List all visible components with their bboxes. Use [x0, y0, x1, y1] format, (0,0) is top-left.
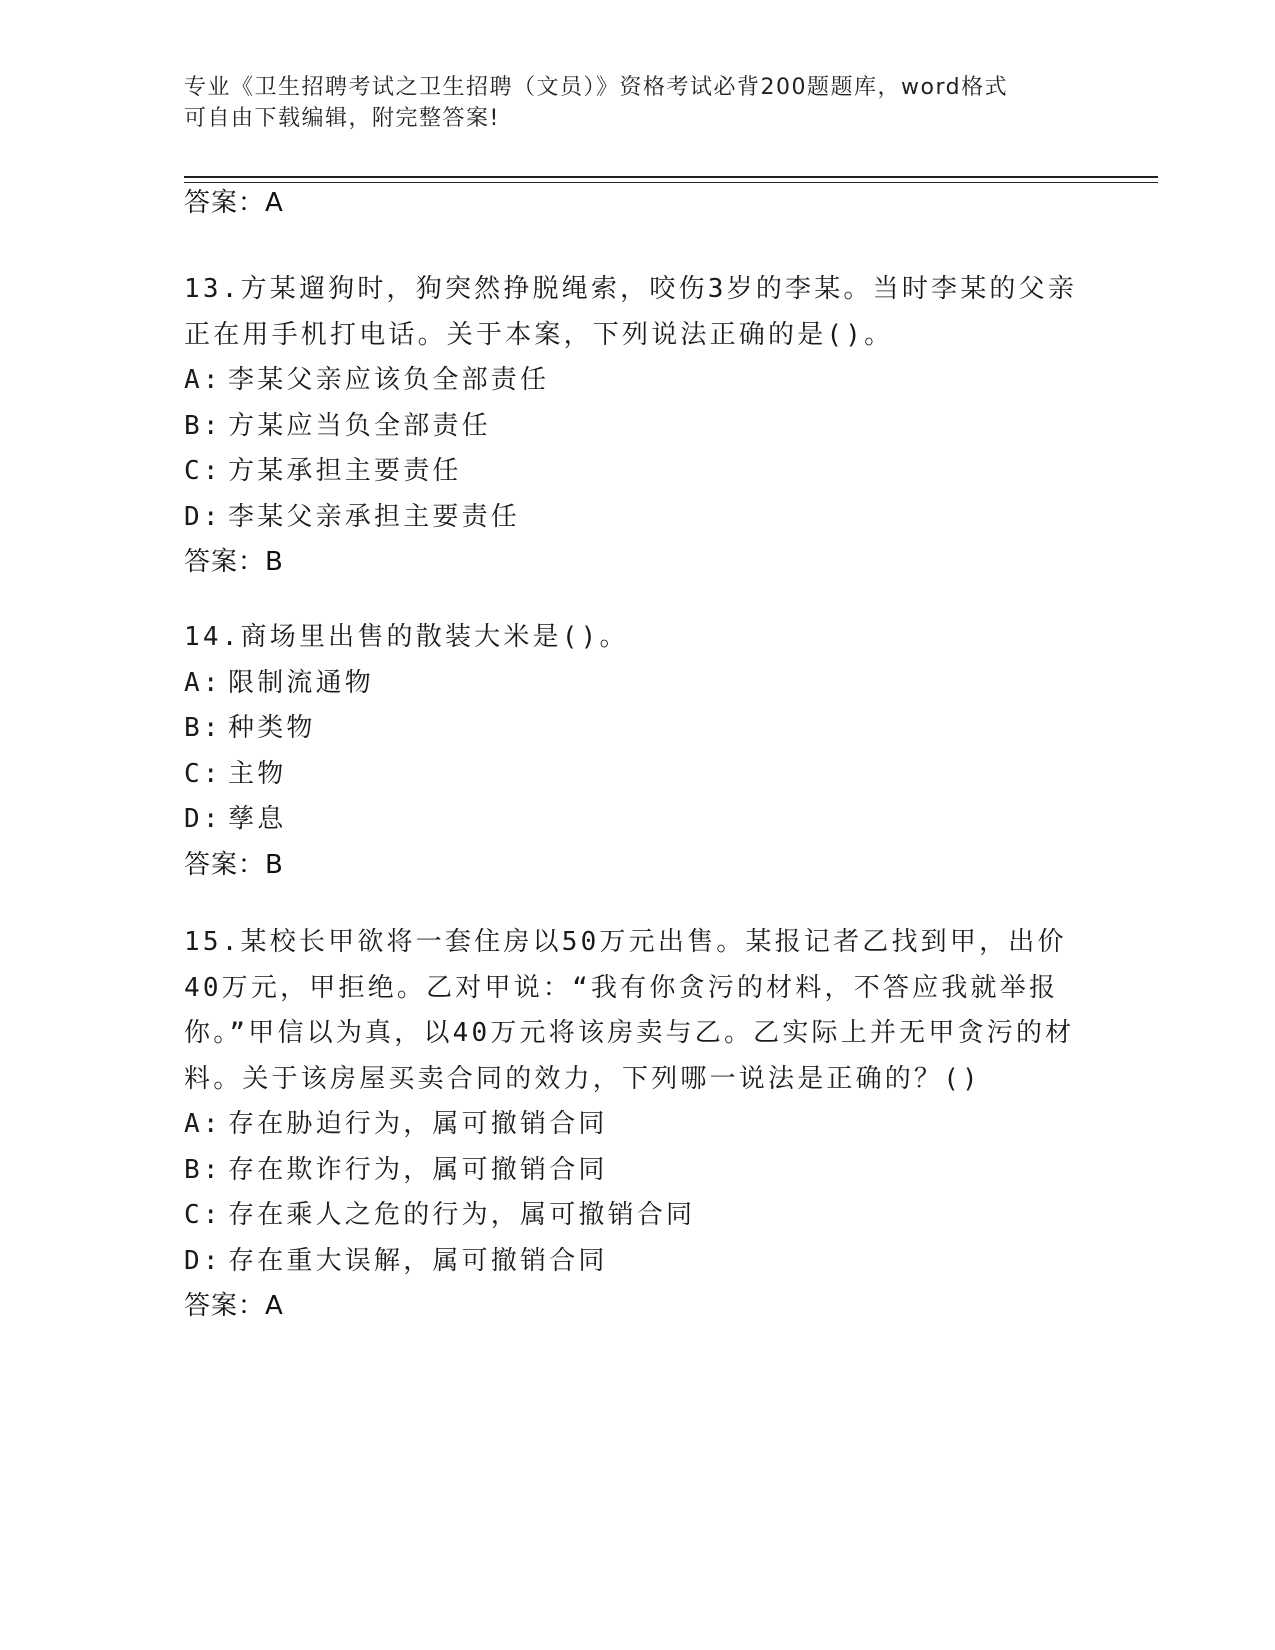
- option-b: [184, 404, 1084, 450]
- option-text: 种类物: [228, 713, 316, 743]
- option-a: [184, 1102, 1084, 1148]
- option-letter: B:: [184, 410, 222, 441]
- option-b: [184, 1148, 1084, 1194]
- previous-answer: 答案：A: [184, 188, 284, 218]
- option-letter: C:: [184, 758, 222, 789]
- question-answer: 答案：A: [184, 1291, 284, 1321]
- option-letter: D:: [184, 501, 222, 532]
- question-answer: 答案：B: [184, 849, 284, 880]
- question-answer: 答案：B: [184, 547, 284, 577]
- option-letter: C:: [184, 456, 222, 486]
- option-letter: C:: [184, 1200, 222, 1230]
- header-line-1: 专业《卫生招聘考试之卫生招聘（文员）》资格考试必背200题题库，word格式: [184, 75, 1009, 100]
- option-d: [184, 495, 1084, 541]
- option-text: 存在重大误解，属可撤销合同: [228, 1245, 608, 1276]
- option-text: 孳息: [228, 804, 287, 834]
- question-stem: 14.商场里出售的散装大米是()。: [184, 622, 629, 652]
- option-d: [184, 1239, 1084, 1285]
- option-d: [184, 797, 1084, 843]
- option-text: 方某承担主要责任: [228, 456, 462, 486]
- option-a: [184, 358, 1084, 404]
- question-15: [184, 920, 1084, 1330]
- option-letter: A:: [184, 1109, 222, 1139]
- option-c: [184, 752, 1084, 798]
- question-stem: 15.某校长甲欲将一套住房以50万元出售。某报记者乙找到甲，出价40万元，甲拒绝。乙对甲说：“我有你贪污的材料，不答应我就举报你。”甲信以为真，以40万元将该房卖与乙。乙实际上并无甲贪污的材料。关于该房屋买卖合同的效力，下列哪一说法是正确的？(): [184, 927, 1075, 1094]
- option-text: 限制流通物: [228, 667, 375, 698]
- option-letter: A:: [184, 365, 222, 395]
- option-text: 李某父亲应该负全部责任: [228, 365, 550, 395]
- option-text: 存在乘人之危的行为，属可撤销合同: [228, 1200, 696, 1230]
- option-letter: B:: [184, 1154, 222, 1185]
- question-stem: 13.方某遛狗时，狗突然挣脱绳索，咬伤3岁的李某。当时李某的父亲正在用手机打电话。关于本案，下列说法正确的是()。: [184, 274, 1078, 350]
- option-b: [184, 706, 1084, 752]
- option-letter: B:: [184, 713, 222, 743]
- option-text: 存在欺诈行为，属可撤销合同: [228, 1154, 608, 1185]
- option-text: 主物: [228, 758, 287, 789]
- header-line-2: 可自由下载编辑，附完整答案!: [184, 106, 500, 131]
- option-a: [184, 661, 1084, 707]
- option-text: 方某应当负全部责任: [228, 410, 491, 441]
- option-letter: A:: [184, 667, 222, 698]
- question-14: [184, 615, 1084, 888]
- header-rule-thin: [184, 182, 1158, 183]
- option-text: 存在胁迫行为，属可撤销合同: [228, 1109, 608, 1139]
- option-c: [184, 1193, 1084, 1239]
- option-c: [184, 449, 1084, 495]
- option-text: 李某父亲承担主要责任: [228, 501, 521, 532]
- header-rule-thick: [184, 176, 1158, 178]
- page-header: [184, 72, 1064, 134]
- question-13: [184, 267, 1084, 586]
- option-letter: D:: [184, 1245, 222, 1276]
- option-letter: D:: [184, 804, 222, 834]
